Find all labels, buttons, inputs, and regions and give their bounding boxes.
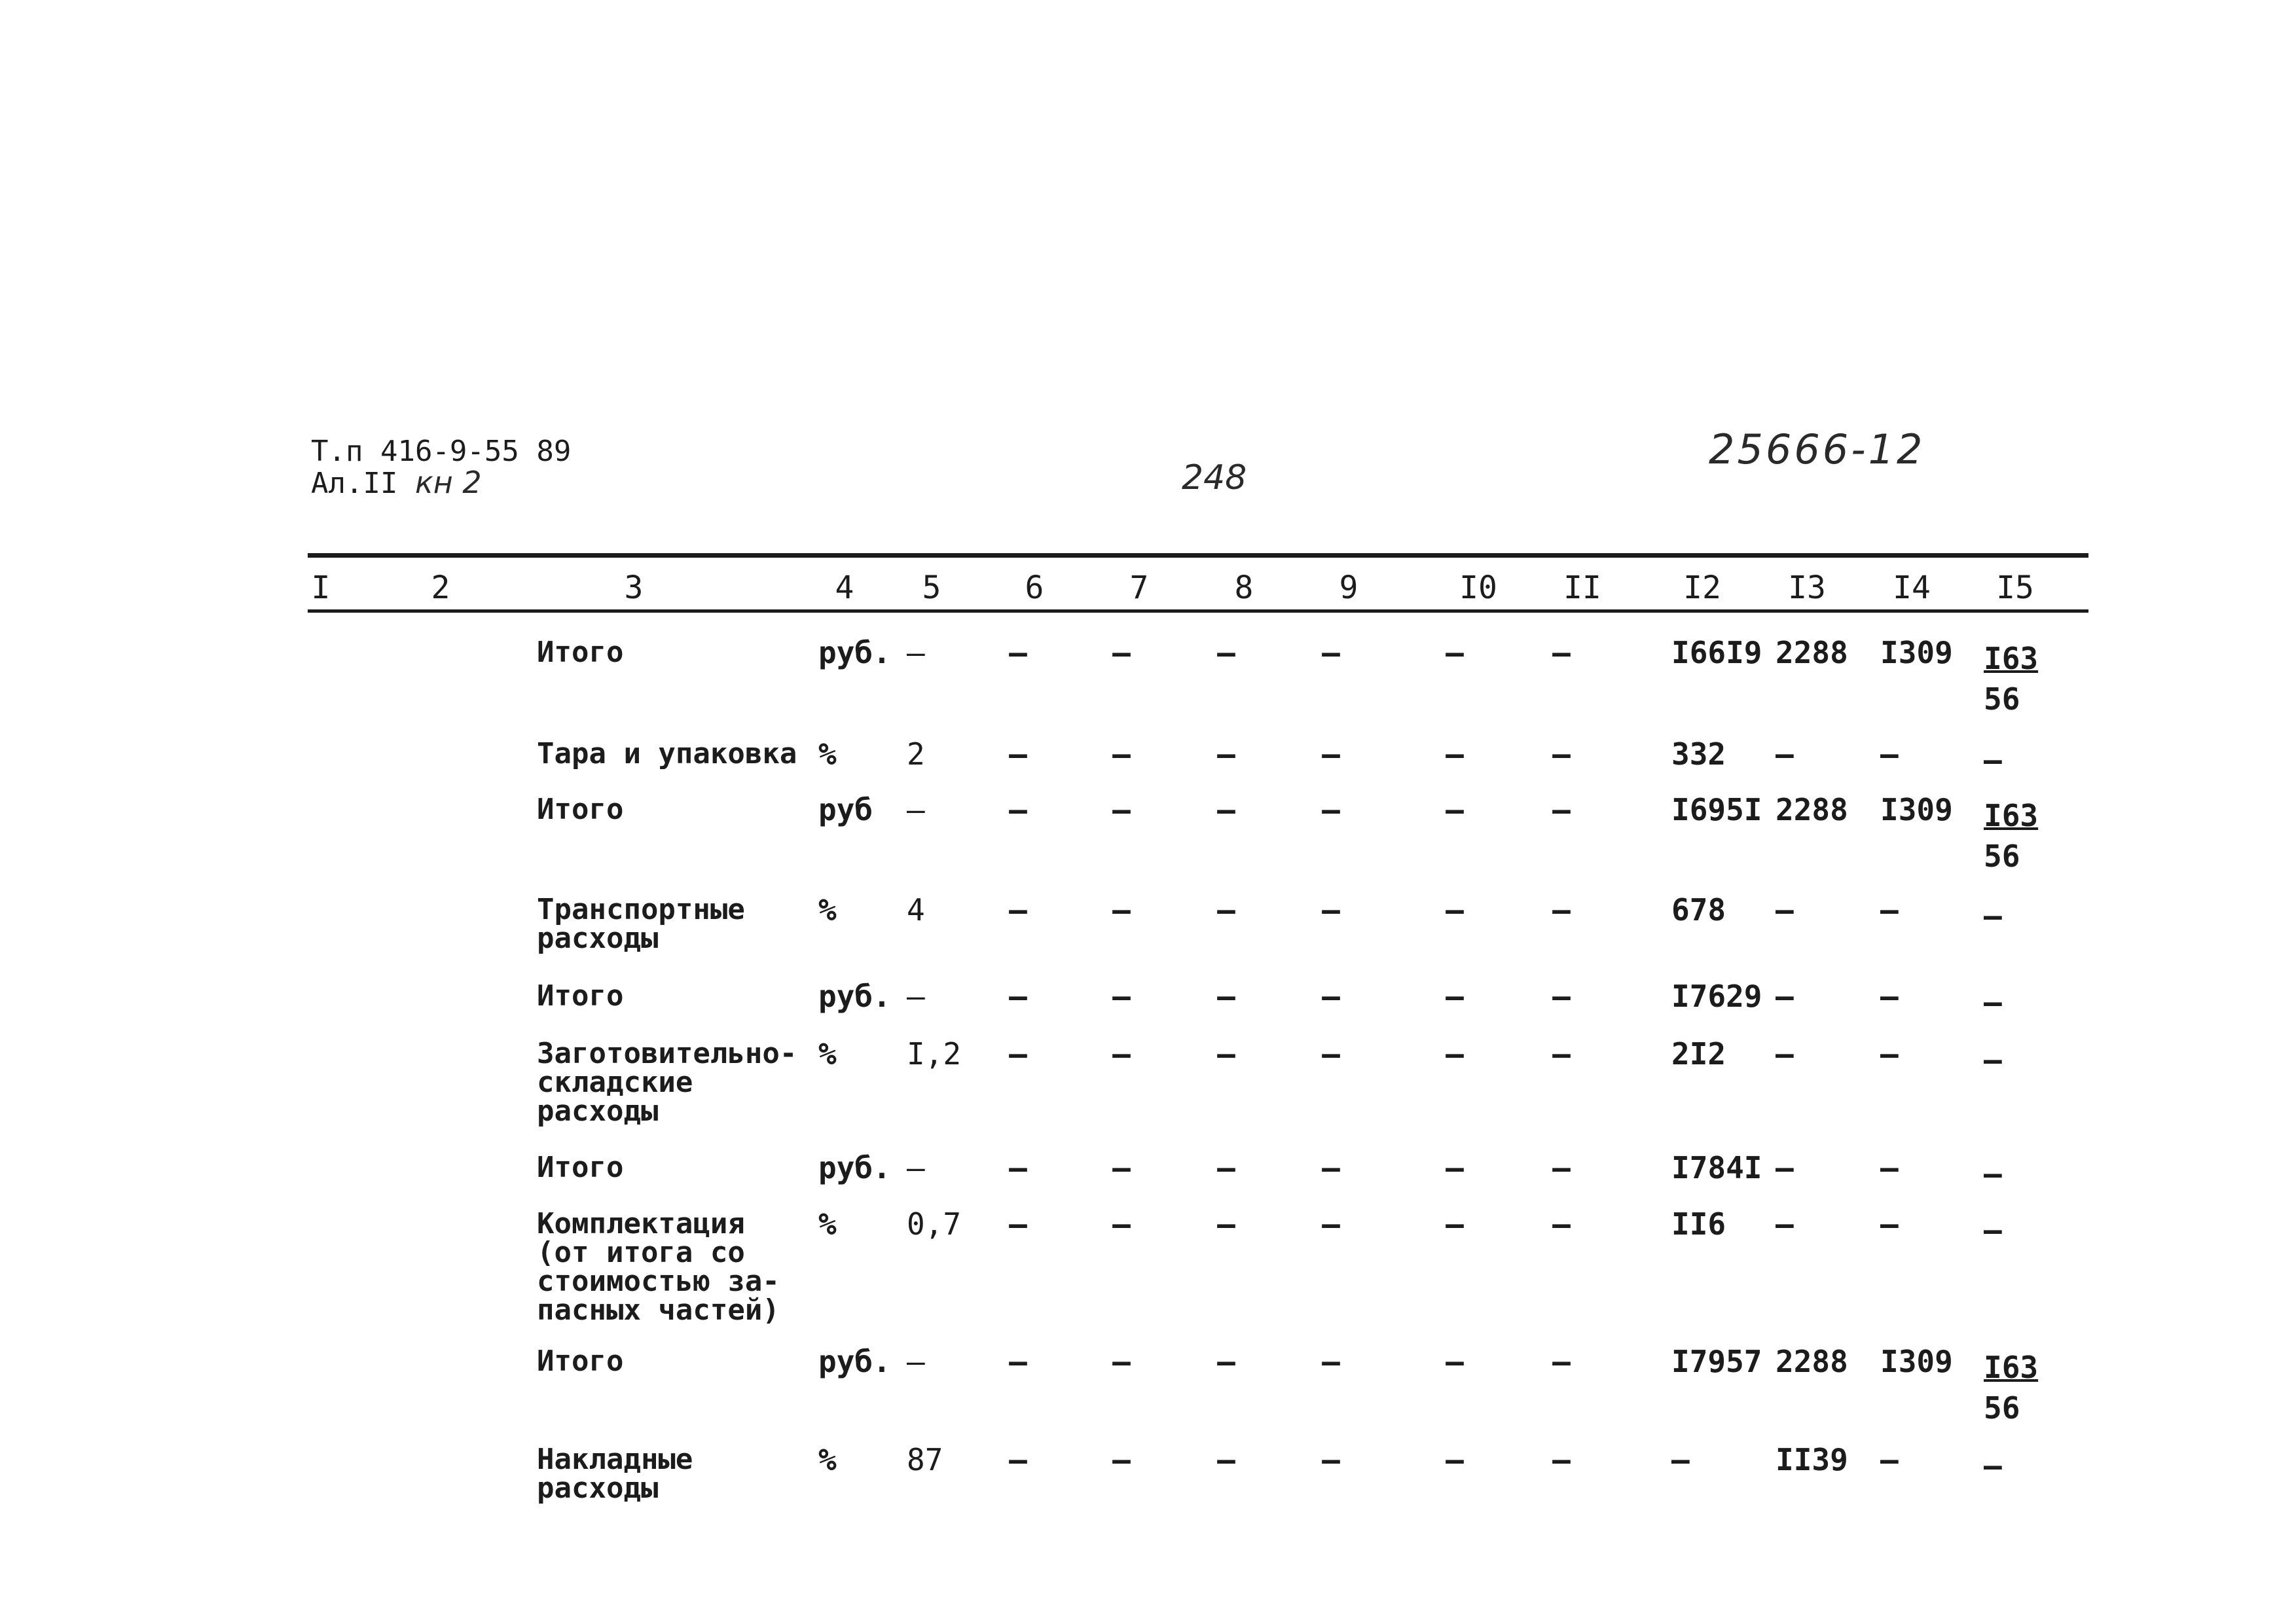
empty-cell-col-8: – xyxy=(1217,1344,1235,1379)
unit-cell: % xyxy=(818,1442,837,1477)
empty-cell-col-11: – xyxy=(1552,1442,1571,1477)
amount-col-13: – xyxy=(1776,1150,1794,1185)
cost-item-name: Итого xyxy=(537,793,624,826)
empty-cell-col-8: – xyxy=(1217,1206,1235,1242)
book-text: кн 2 xyxy=(414,465,482,500)
amount-col-15-numerator: I63 xyxy=(1984,641,2039,676)
amount-col-15 xyxy=(1984,1445,2002,1486)
amount-col-14: I309 xyxy=(1880,635,1953,670)
amount-col-15-numerator: I63 xyxy=(1984,1350,2039,1385)
column-number-15: I5 xyxy=(1996,569,2034,606)
table-top-rule xyxy=(308,553,2088,558)
amount-col-13: – xyxy=(1776,736,1794,772)
amount-col-14: – xyxy=(1880,1206,1899,1242)
empty-cell-col-11: – xyxy=(1552,1344,1571,1379)
unit-cell: руб. xyxy=(818,979,891,1014)
empty-cell-col-6: – xyxy=(1009,1344,1027,1379)
empty-cell-col-11: – xyxy=(1552,1036,1571,1072)
column-number-9: 9 xyxy=(1339,569,1358,606)
project-code xyxy=(311,435,571,468)
empty-cell-col-9: – xyxy=(1322,1442,1340,1477)
unit-cell: руб. xyxy=(818,1344,891,1379)
empty-cell-col-8: – xyxy=(1217,892,1235,928)
empty-cell-col-9: – xyxy=(1322,1206,1340,1242)
amount-col-15 xyxy=(1984,1210,2002,1250)
amount-col-12: 332 xyxy=(1671,736,1726,772)
amount-col-14: – xyxy=(1880,1442,1899,1477)
amount-col-15 xyxy=(1984,895,2002,936)
amount-col-15 xyxy=(1984,1039,2002,1080)
amount-col-14: – xyxy=(1880,892,1899,928)
empty-cell-col-10: – xyxy=(1446,1036,1464,1072)
amount-col-15-numerator: – xyxy=(1984,1156,2002,1191)
amount-col-13: – xyxy=(1776,979,1794,1014)
empty-cell-col-9: – xyxy=(1322,635,1340,670)
empty-cell-col-9: – xyxy=(1322,736,1340,772)
column-number-6: 6 xyxy=(1025,569,1044,606)
empty-cell-col-10: – xyxy=(1446,1206,1464,1242)
amount-col-12: I7629 xyxy=(1671,979,1762,1014)
cost-item-name: Заготовительно- складские расходы xyxy=(537,1037,797,1128)
empty-cell-col-6: – xyxy=(1009,1442,1027,1477)
cost-item-name: Итого xyxy=(537,1344,624,1378)
empty-cell-col-10: – xyxy=(1446,792,1464,827)
rate-cell: 4 xyxy=(907,892,925,928)
empty-cell-col-11: – xyxy=(1552,979,1571,1014)
column-number-12: I2 xyxy=(1683,569,1721,606)
unit-cell: % xyxy=(818,736,837,772)
empty-cell-col-9: – xyxy=(1322,892,1340,928)
unit-cell: % xyxy=(818,1036,837,1072)
cost-item-name: Транспортные расходы xyxy=(537,893,745,955)
empty-cell-col-10: – xyxy=(1446,635,1464,670)
rate-cell: – xyxy=(907,1150,925,1185)
cost-item-name: Тара и упаковка xyxy=(537,737,797,770)
empty-cell-col-8: – xyxy=(1217,1150,1235,1185)
empty-cell-col-9: – xyxy=(1322,979,1340,1014)
column-number-10: I0 xyxy=(1459,569,1497,606)
empty-cell-col-11: – xyxy=(1552,736,1571,772)
rate-cell: 0,7 xyxy=(907,1206,962,1242)
empty-cell-col-11: – xyxy=(1552,635,1571,670)
column-number-4: 4 xyxy=(835,569,854,606)
amount-col-14: I309 xyxy=(1880,1344,1953,1379)
empty-cell-col-10: – xyxy=(1446,1150,1464,1185)
amount-col-12: I695I xyxy=(1671,792,1762,827)
amount-col-15-numerator: – xyxy=(1984,898,2002,933)
amount-col-15-numerator: – xyxy=(1984,742,2002,778)
empty-cell-col-10: – xyxy=(1446,979,1464,1014)
amount-col-13: – xyxy=(1776,1206,1794,1242)
amount-col-13: 2288 xyxy=(1776,635,1848,670)
amount-col-12: 2I2 xyxy=(1671,1036,1726,1072)
amount-col-14: – xyxy=(1880,1150,1899,1185)
amount-col-14: – xyxy=(1880,1036,1899,1072)
page-number: 248 xyxy=(1182,458,1247,497)
empty-cell-col-8: – xyxy=(1217,792,1235,827)
empty-cell-col-11: – xyxy=(1552,1150,1571,1185)
amount-col-12: I784I xyxy=(1671,1150,1762,1185)
empty-cell-col-8: – xyxy=(1217,979,1235,1014)
empty-cell-col-6: – xyxy=(1009,736,1027,772)
amount-col-15-denominator: 56 xyxy=(1984,839,2020,874)
column-number-11: II xyxy=(1563,569,1601,606)
empty-cell-col-10: – xyxy=(1446,736,1464,772)
rate-cell: 87 xyxy=(907,1442,943,1477)
column-number-8: 8 xyxy=(1234,569,1254,606)
amount-col-15-numerator: – xyxy=(1984,1212,2002,1248)
amount-col-12: I66I9 xyxy=(1671,635,1762,670)
column-number-2: 2 xyxy=(431,569,450,606)
column-number-13: I3 xyxy=(1788,569,1826,606)
empty-cell-col-11: – xyxy=(1552,892,1571,928)
empty-cell-col-7: – xyxy=(1112,1344,1131,1379)
empty-cell-col-7: – xyxy=(1112,792,1131,827)
amount-col-15-numerator: I63 xyxy=(1984,798,2039,833)
empty-cell-col-9: – xyxy=(1322,1036,1340,1072)
rate-cell: – xyxy=(907,635,925,670)
empty-cell-col-8: – xyxy=(1217,1036,1235,1072)
amount-col-14: – xyxy=(1880,979,1899,1014)
empty-cell-col-6: – xyxy=(1009,979,1027,1014)
amount-col-15 xyxy=(1984,982,2002,1022)
column-number-1: I xyxy=(311,569,331,606)
unit-cell: руб. xyxy=(818,1150,891,1185)
amount-col-14: I309 xyxy=(1880,792,1953,827)
unit-cell: руб. xyxy=(818,635,891,670)
cost-item-name: Накладные расходы xyxy=(537,1443,693,1505)
unit-cell: % xyxy=(818,892,837,928)
empty-cell-col-11: – xyxy=(1552,792,1571,827)
empty-cell-col-10: – xyxy=(1446,1442,1464,1477)
table-header-rule xyxy=(308,609,2088,613)
amount-col-15 xyxy=(1984,638,2038,719)
cost-item-name: Итого xyxy=(537,636,624,669)
amount-col-12: 678 xyxy=(1671,892,1726,928)
empty-cell-col-7: – xyxy=(1112,1150,1131,1185)
empty-cell-col-6: – xyxy=(1009,1150,1027,1185)
empty-cell-col-7: – xyxy=(1112,979,1131,1014)
empty-cell-col-6: – xyxy=(1009,1036,1027,1072)
amount-col-13: 2288 xyxy=(1776,1344,1848,1379)
amount-col-15-numerator: – xyxy=(1984,1042,2002,1077)
empty-cell-col-7: – xyxy=(1112,736,1131,772)
empty-cell-col-9: – xyxy=(1322,1150,1340,1185)
empty-cell-col-8: – xyxy=(1217,736,1235,772)
amount-col-15 xyxy=(1984,740,2002,780)
column-number-7: 7 xyxy=(1129,569,1149,606)
unit-cell: % xyxy=(818,1206,837,1242)
empty-cell-col-11: – xyxy=(1552,1206,1571,1242)
cost-item-name: Итого xyxy=(537,979,624,1013)
rate-cell: I,2 xyxy=(907,1036,962,1072)
amount-col-14: – xyxy=(1880,736,1899,772)
empty-cell-col-10: – xyxy=(1446,892,1464,928)
amount-col-13: – xyxy=(1776,1036,1794,1072)
rate-cell: – xyxy=(907,979,925,1014)
empty-cell-col-8: – xyxy=(1217,635,1235,670)
column-number-14: I4 xyxy=(1893,569,1931,606)
empty-cell-col-7: – xyxy=(1112,1442,1131,1477)
amount-col-13: – xyxy=(1776,892,1794,928)
amount-col-15 xyxy=(1984,795,2038,876)
empty-cell-col-7: – xyxy=(1112,635,1131,670)
empty-cell-col-6: – xyxy=(1009,892,1027,928)
rate-cell: – xyxy=(907,1344,925,1379)
column-number-3: 3 xyxy=(624,569,644,606)
amount-col-12: II6 xyxy=(1671,1206,1726,1242)
amount-col-15-denominator: 56 xyxy=(1984,1390,2020,1426)
cost-item-name: Итого xyxy=(537,1151,624,1184)
column-number-5: 5 xyxy=(922,569,941,606)
amount-col-15 xyxy=(1984,1347,2038,1428)
empty-cell-col-6: – xyxy=(1009,792,1027,827)
empty-cell-col-7: – xyxy=(1112,1036,1131,1072)
amount-col-12: I7957 xyxy=(1671,1344,1762,1379)
empty-cell-col-9: – xyxy=(1322,1344,1340,1379)
album-text: Ал.II xyxy=(311,467,398,500)
amount-col-15-numerator: – xyxy=(1984,1448,2002,1483)
empty-cell-col-6: – xyxy=(1009,1206,1027,1242)
amount-col-15-numerator: – xyxy=(1984,984,2002,1020)
amount-col-15 xyxy=(1984,1153,2002,1194)
album-label xyxy=(311,465,482,500)
amount-col-12: – xyxy=(1671,1442,1690,1477)
amount-col-13: II39 xyxy=(1776,1442,1848,1477)
unit-cell: руб xyxy=(818,792,873,827)
document-number: 25666-12 xyxy=(1709,425,1925,473)
empty-cell-col-8: – xyxy=(1217,1442,1235,1477)
empty-cell-col-7: – xyxy=(1112,892,1131,928)
amount-col-13: 2288 xyxy=(1776,792,1848,827)
empty-cell-col-6: – xyxy=(1009,635,1027,670)
rate-cell: 2 xyxy=(907,736,925,772)
rate-cell: – xyxy=(907,792,925,827)
empty-cell-col-7: – xyxy=(1112,1206,1131,1242)
project-code-text: Т.п 416-9-55 89 xyxy=(311,435,572,468)
empty-cell-col-9: – xyxy=(1322,792,1340,827)
empty-cell-col-10: – xyxy=(1446,1344,1464,1379)
amount-col-15-denominator: 56 xyxy=(1984,681,2020,717)
cost-item-name: Комплектация (от итога со стоимостью за- пасных частей) xyxy=(537,1207,780,1327)
